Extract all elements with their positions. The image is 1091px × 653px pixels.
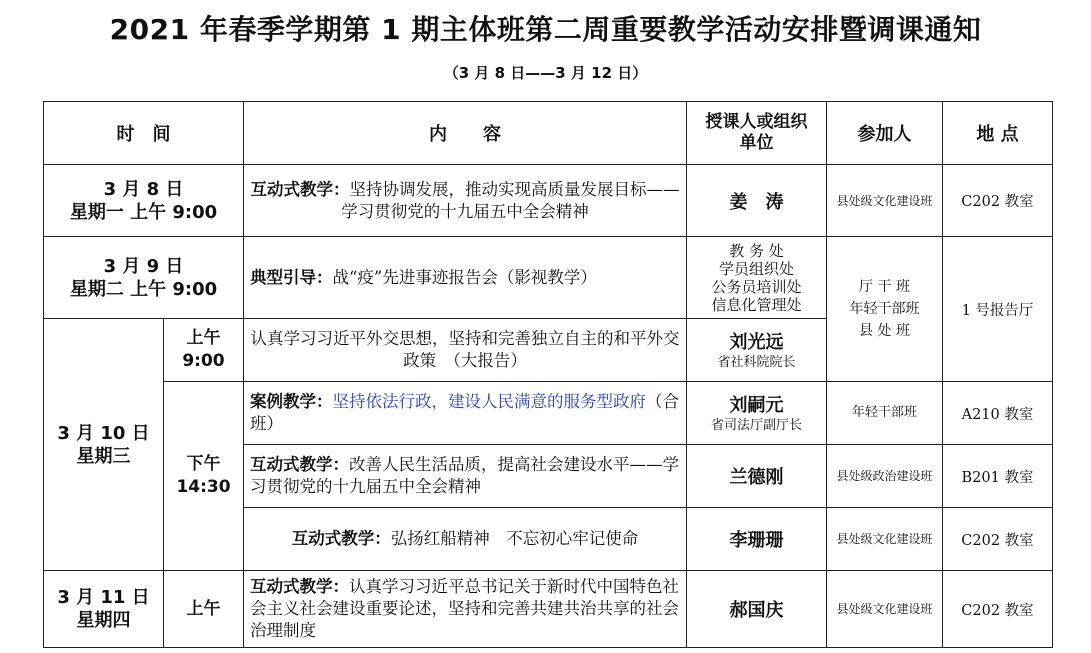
teacher-cell: 姜 涛 bbox=[687, 165, 827, 237]
teacher-title: 省社科院院长 bbox=[717, 355, 796, 370]
activity-topic: 改善人民生活品质，提高社会建设水平——学习贯彻党的十九届五中全会精神 bbox=[250, 455, 679, 496]
header-time: 时 间 bbox=[44, 102, 244, 165]
participants-cell: 县处级文化建设班 bbox=[827, 571, 943, 648]
activity-type: 互动式教学： bbox=[250, 577, 349, 596]
header-row bbox=[44, 102, 1053, 165]
participants-cell bbox=[827, 237, 943, 382]
participants-cell: 县处级文化建设班 bbox=[827, 508, 943, 571]
teacher-name: 刘嗣元 bbox=[729, 395, 784, 416]
location-cell: C202 教室 bbox=[943, 165, 1053, 237]
date-cell bbox=[44, 237, 244, 319]
activity-topic: 战“疫”先进事迹报告会（影视教学） bbox=[332, 267, 597, 287]
location-cell: C202 教室 bbox=[943, 508, 1053, 571]
table-row bbox=[44, 382, 1053, 445]
activity-type: 典型引导： bbox=[250, 267, 333, 287]
content-cell bbox=[244, 319, 687, 382]
content-cell bbox=[244, 165, 687, 237]
table-row bbox=[44, 571, 1053, 648]
activity-topic: 坚持协调发展，推动实现高质量发展目标——学习贯彻党的十九届五中全会精神 bbox=[341, 179, 680, 221]
date-line: 3 月 11 日 bbox=[57, 587, 150, 608]
date-range-subtitle: （3 月 8 日——3 月 12 日） bbox=[443, 64, 648, 82]
document-title: 2021 年春季学期第 1 期主体班第二周重要教学活动安排暨调课通知 bbox=[109, 13, 982, 46]
teacher-cell bbox=[687, 382, 827, 445]
time-period: 下午 bbox=[186, 454, 221, 474]
teacher-cell: 李珊珊 bbox=[687, 508, 827, 571]
activity-type: 案例教学： bbox=[250, 392, 333, 411]
location-cell: 1 号报告厅 bbox=[943, 237, 1053, 382]
location-cell: B201 教室 bbox=[943, 445, 1053, 508]
date-cell bbox=[44, 165, 244, 237]
teacher-title: 省司法厅副厅长 bbox=[710, 418, 802, 433]
activity-topic: 坚持依法行政，建设人民满意的服务型政府 bbox=[332, 392, 646, 411]
table-row bbox=[44, 237, 1053, 319]
activity-topic: 认真学习习近平总书记关于新时代中国特色社会主义社会建设重要论述，坚持和完善共建共治共享的社会治理制度 bbox=[250, 577, 679, 640]
participant-line: 年轻干部班 bbox=[849, 301, 920, 317]
organizer-cell bbox=[687, 237, 827, 319]
activity-type: 互动式教学： bbox=[291, 529, 391, 548]
time-cell bbox=[164, 319, 244, 382]
participants-cell: 县处级政治建设班 bbox=[827, 445, 943, 508]
weekday-line: 星期三 bbox=[76, 445, 131, 467]
teacher-name: 刘光远 bbox=[729, 332, 784, 353]
header-content: 内 容 bbox=[244, 102, 687, 165]
participants-cell: 年轻干部班 bbox=[827, 382, 943, 445]
header-teacher: 授课人或组织单位 bbox=[687, 102, 827, 165]
weekday-time-line: 星期二 上午 9:00 bbox=[69, 278, 218, 300]
content-cell bbox=[244, 445, 687, 508]
organizer-line: 学员组织处 bbox=[718, 259, 794, 278]
header-participants: 参加人 bbox=[827, 102, 943, 165]
table-row bbox=[44, 165, 1053, 237]
organizer-line: 信息化管理处 bbox=[711, 295, 802, 314]
participant-line: 县 处 班 bbox=[859, 323, 910, 339]
time-period: 上午 bbox=[186, 598, 221, 619]
participant-line: 厅 干 班 bbox=[859, 279, 910, 295]
teacher-cell bbox=[687, 319, 827, 382]
date-line: 3 月 8 日 bbox=[103, 178, 184, 200]
content-cell bbox=[244, 382, 687, 445]
activity-topic: 认真学习习近平外交思想，坚持和完善独立自主的和平外交政策 （大报告） bbox=[250, 329, 680, 370]
date-cell bbox=[44, 319, 164, 571]
weekday-time-line: 星期一 上午 9:00 bbox=[69, 201, 218, 223]
teacher-cell: 郝国庆 bbox=[687, 571, 827, 648]
date-line: 3 月 10 日 bbox=[57, 422, 150, 444]
activity-type: 互动式教学： bbox=[250, 179, 350, 199]
activity-type: 互动式教学： bbox=[250, 455, 349, 474]
date-cell bbox=[44, 571, 164, 648]
location-cell: C202 教室 bbox=[943, 571, 1053, 648]
activity-topic: 弘扬红船精神 不忘初心牢记使命 bbox=[390, 529, 639, 548]
time-cell bbox=[164, 382, 244, 571]
header-location: 地 点 bbox=[943, 102, 1053, 165]
time-clock: 14:30 bbox=[176, 477, 231, 497]
activity-note: （合班） bbox=[250, 392, 679, 433]
content-cell bbox=[244, 508, 687, 571]
date-line: 3 月 9 日 bbox=[103, 255, 184, 277]
time-period: 上午 bbox=[186, 328, 221, 348]
teacher-cell: 兰德刚 bbox=[687, 445, 827, 508]
schedule-table bbox=[43, 101, 1053, 648]
organizer-line: 教 务 处 bbox=[729, 241, 784, 260]
organizer-line: 公务员培训处 bbox=[711, 277, 802, 296]
content-cell bbox=[244, 237, 687, 319]
time-cell bbox=[164, 571, 244, 648]
weekday-line: 星期四 bbox=[76, 610, 131, 631]
location-cell: A210 教室 bbox=[943, 382, 1053, 445]
participants-cell: 县处级文化建设班 bbox=[827, 165, 943, 237]
content-cell bbox=[244, 571, 687, 648]
time-clock: 9:00 bbox=[182, 351, 225, 371]
